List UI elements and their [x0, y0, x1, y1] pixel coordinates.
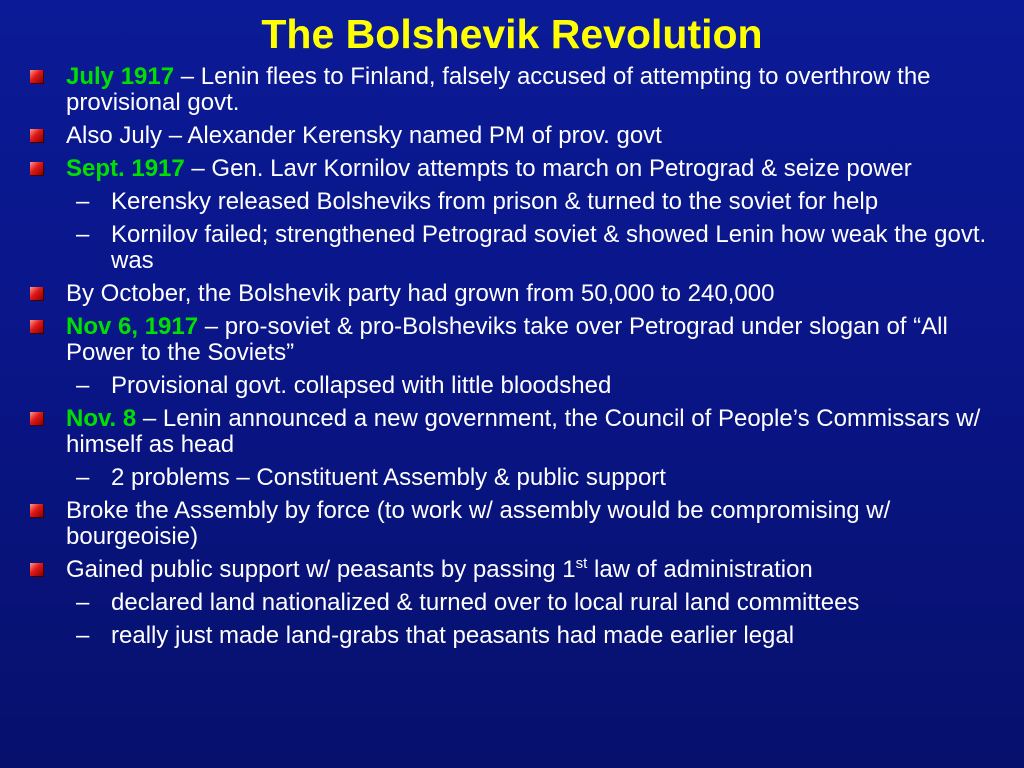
dash-marker: – — [76, 464, 90, 491]
square-bullet-icon — [30, 162, 43, 175]
slide-title: The Bolshevik Revolution — [261, 11, 763, 57]
bullet-date: July 1917 — [66, 63, 175, 90]
bullet-date: Nov 6, 1917 — [66, 313, 199, 340]
sub-bullet-item — [28, 623, 1018, 649]
square-bullet-icon — [30, 129, 43, 142]
sub-bullet-item — [28, 465, 1018, 491]
square-bullet-icon — [30, 563, 43, 576]
square-bullet-icon — [30, 320, 43, 333]
sub-bullet-text: Provisional govt. collapsed with little bloodshed — [111, 372, 612, 399]
sub-bullet-text: really just made land-grabs that peasants had made earlier legal — [111, 622, 795, 649]
sub-bullet-text: Kerensky released Bolsheviks from prison & turned to the soviet for help — [111, 188, 879, 215]
bullet-item — [28, 314, 1018, 366]
square-bullet-icon — [30, 504, 43, 517]
dash-marker: – — [76, 188, 90, 215]
sub-bullet-text: Kornilov failed; strengthened Petrograd soviet & showed Lenin how weak the govt. was — [111, 221, 987, 274]
dash-marker: – — [76, 221, 90, 248]
bullet-date: Sept. 1917 — [66, 155, 185, 182]
bullet-text: Also July – Alexander Kerensky named PM of prov. govt — [66, 122, 662, 149]
bullet-text-after: law of administration — [587, 556, 813, 583]
bullet-item — [28, 557, 1018, 583]
bullet-text: Broke the Assembly by force (to work w/ assembly would be compromising w/ bourgeoisie) — [66, 497, 891, 550]
sub-bullet-item — [28, 222, 1018, 274]
bullet-text: – Lenin flees to Finland, falsely accused of attempting to overthrow the provisional govt. — [66, 63, 931, 116]
bullet-item — [28, 64, 1018, 116]
bullet-item — [28, 156, 1018, 182]
sub-bullet-text: 2 problems – Constituent Assembly & public support — [111, 464, 666, 491]
bullet-date: Nov. 8 — [66, 405, 137, 432]
bullet-item — [28, 406, 1018, 458]
bullet-text: By October, the Bolshevik party had grown from 50,000 to 240,000 — [66, 280, 775, 307]
dash-marker: – — [76, 372, 90, 399]
bullet-text-before: Gained public support w/ peasants by passing 1 — [66, 556, 576, 583]
superscript-ordinal: st — [575, 555, 588, 572]
bullet-text: – Gen. Lavr Kornilov attempts to march on Petrograd & seize power — [184, 155, 912, 182]
dash-marker: – — [76, 622, 90, 649]
sub-bullet-item — [28, 590, 1018, 616]
sub-bullet-item — [28, 373, 1018, 399]
bullet-text: – Lenin announced a new government, the Council of People’s Commissars w/ himself as head — [66, 405, 981, 458]
sub-bullet-item — [28, 189, 1018, 215]
dash-marker: – — [76, 589, 90, 616]
bullet-item — [28, 281, 1018, 307]
square-bullet-icon — [30, 70, 43, 83]
sub-bullet-text: declared land nationalized & turned over to local rural land committees — [111, 589, 860, 616]
square-bullet-icon — [30, 287, 43, 300]
bullet-list — [28, 64, 1018, 656]
bullet-item — [28, 498, 1018, 550]
bullet-text: – pro-soviet & pro-Bolsheviks take over Petrograd under slogan of “All Power to the Soviets” — [66, 313, 948, 366]
bullet-item — [28, 123, 1018, 149]
square-bullet-icon — [30, 412, 43, 425]
